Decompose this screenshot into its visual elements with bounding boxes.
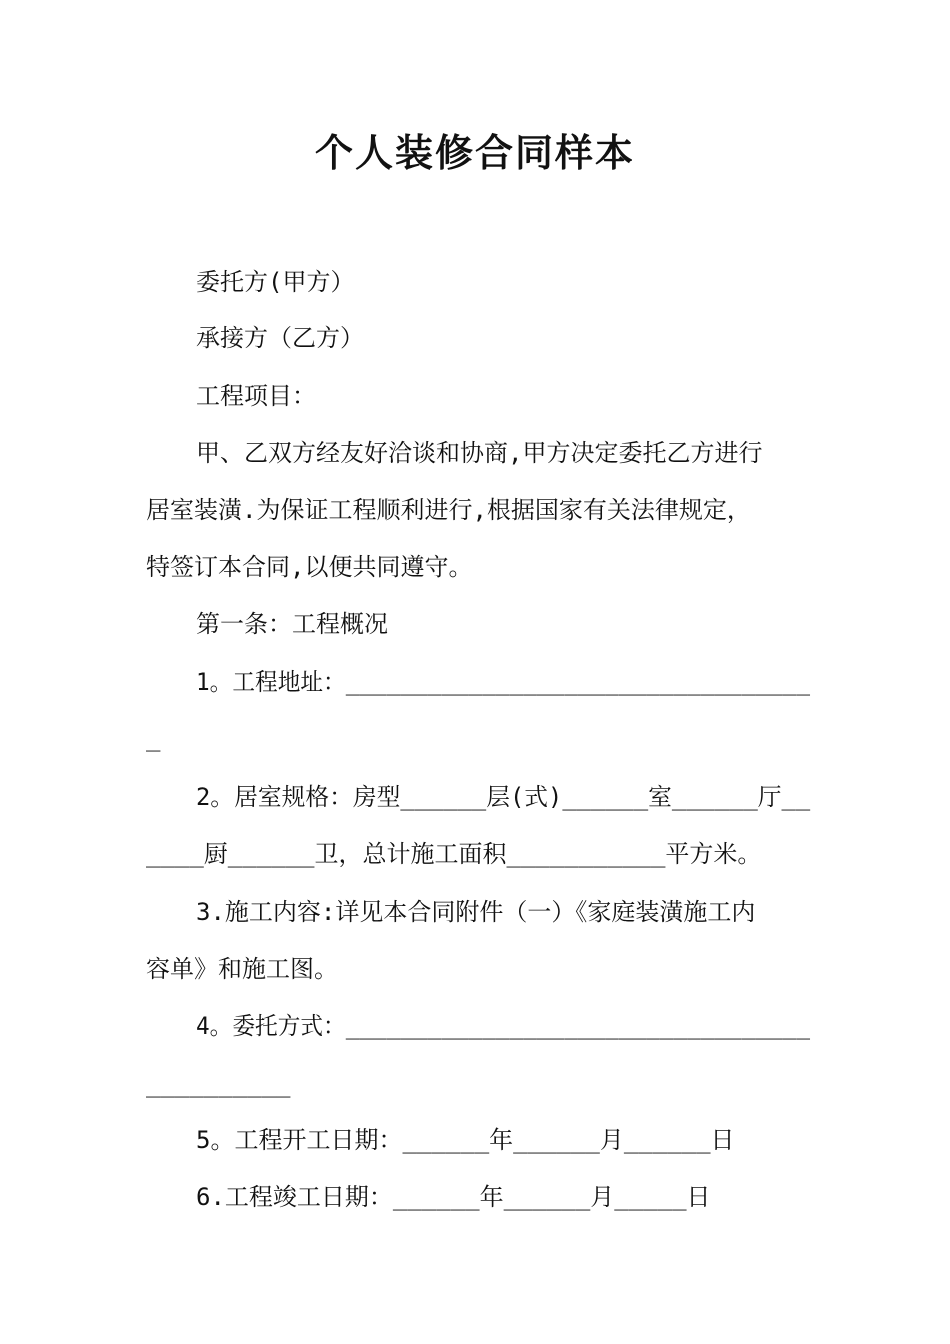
text-line-address-cont: _: [146, 724, 161, 752]
text-line-intro-2: 居室装潢.为保证工程顺利进行,根据国家有关法律规定，: [146, 496, 751, 524]
text-line-room-spec-cont: ____厨______卫，总计施工面积___________平方米。: [146, 840, 762, 868]
text-line-intro-1: 甲、乙双方经友好洽谈和协商,甲方决定委托乙方进行: [196, 439, 763, 467]
text-line-client: 委托方(甲方）: [196, 268, 355, 296]
text-line-intro-3: 特签订本合同,以便共同遵守。: [146, 553, 473, 581]
text-line-room-spec: 2。居室规格：房型______层(式)______室______厅__: [196, 783, 811, 811]
text-line-project: 工程项目：: [196, 382, 316, 410]
text-line-content-cont: 容单》和施工图。: [146, 955, 338, 983]
text-line-end-date: 6.工程竣工日期：______年______月_____日: [196, 1183, 711, 1211]
text-line-address: 1。工程地址：__________________________________: [196, 668, 810, 696]
text-line-contractor: 承接方（乙方）: [196, 324, 364, 352]
text-line-start-date: 5。工程开工日期：______年______月______日: [196, 1126, 735, 1154]
article-heading: 第一条：工程概况: [196, 610, 388, 638]
text-line-method: 4。委托方式：__________________________________: [196, 1012, 810, 1040]
document-title: 个人装修合同样本: [314, 130, 635, 175]
text-line-content: 3.施工内容:详见本合同附件（一）《家庭装潢施工内: [196, 898, 756, 926]
text-line-method-cont: __________: [146, 1070, 291, 1098]
